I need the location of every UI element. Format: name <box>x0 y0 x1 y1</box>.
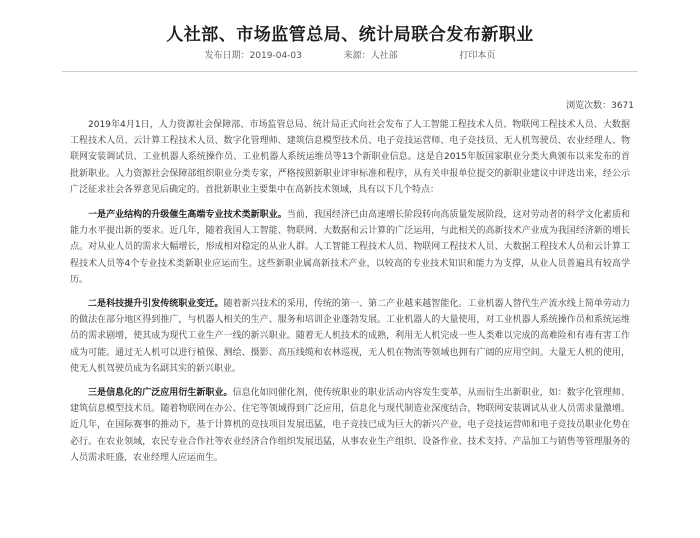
article-meta <box>0 48 700 61</box>
paragraph-text: 随着新兴技术的采用，传统的第一、第二产业越来越智能化。工业机器人替代生产流水线上简单劳动力的做法在部分地区得到推广，与机器人相关的生产、服务和培训企业蓬勃发展。工业机器人的大量使用，对工业机器人系统操作员和系统运维员的需求剧增，使其成为现代工业生产一线的新兴职业。随着无人机技术的成熟，利用无人机完成一些人类难以完成的高难险和有毒有害工作成为可能。通过无人机可以进行植保、测绘、摄影、高压线缆和农林巡视，无人机在物流等领域也拥有广阔的应用空间。大量无人机的使用，使无人机驾驶员成为名副其实的新兴职业。 <box>70 299 630 374</box>
paragraph-point-1 <box>70 207 630 288</box>
view-count <box>566 98 634 111</box>
view-count-label: 浏览次数： <box>566 101 612 111</box>
paragraph-text: 当前，我国经济已由高速增长阶段转向高质量发展阶段，这对劳动者的科学文化素质和能力水平提出新的要求。近几年，随着我国人工智能、物联网、大数据和云计算的广泛运用，与此相关的高新技术产业成为我国经济新的增长点。对从业人员的需求大幅增长，形成相对稳定的从业人群。人工智能工程技术人员、物联网工程技术人员、大数据工程技术人员和云计算工程技术人员等4个专业技术类新职业应运而生。这些新职业属高新技术产业，以较高的专业技术知识和能力为支撑，从业人员普遍具有较高学历。 <box>70 210 630 285</box>
paragraph-text: 2019年4月1日，人力资源社会保障部、市场监管总局、统计局正式向社会发布了人工智能工程技术人员、物联网工程技术人员、大数据工程技术人员、云计算工程技术人员、数字化管理师、建筑信息模型技术员、电子竞技运营师、电子竞技员、无人机驾驶员、农业经理人、物联网安装调试员、工业机器人系统操作员、工业机器人系统运维员等13个新职业信息。这是自2015年版国家职业分类大典颁布以来发布的首批新职业。人力资源社会保障部组织职业分类专家，严格按照新职业评审标准和程序，从有关申报单位提交的新职业建议中评选出来，经公示广泛征求社会各界意见后确定的。首批新职业主要集中在高新技术领域，具有以下几个特点： <box>70 120 630 195</box>
paragraph-lead: 一是产业结构的升级催生高端专业技术类新职业。 <box>88 210 287 221</box>
paragraph-lead: 二是科技提升引发传统职业变迁。 <box>88 299 224 310</box>
view-count-value: 3671 <box>611 101 634 111</box>
paragraph-point-3 <box>70 385 630 466</box>
source-value: 人社部 <box>370 51 398 61</box>
header-divider <box>62 71 638 72</box>
paragraph-point-2 <box>70 296 630 377</box>
article-body <box>70 117 630 474</box>
paragraph-lead: 三是信息化的广泛应用衍生新职业。 <box>88 388 233 399</box>
paragraph-intro <box>70 117 630 198</box>
publish-date: 2019-04-03 <box>249 51 302 61</box>
paragraph-text: 信息化如同催化剂，使传统职业的职业活动内容发生变革，从而衍生出新职业，如：数字化管理师、建筑信息模型技术员。随着物联网在办公、住宅等领域得到广泛应用，信息化与现代制造业深度结合，物联网安装调试从业人员需求量激增。近几年，在国际赛事的推动下，基于计算机的竞技项目发展迅猛，电子竞技已成为巨大的新兴产业，电子竞技运营师和电子竞技员职业化势在必行。在农业领域，农民专业合作社等农业经济合作组织发展迅猛，从事农业生产组织、设备作业、技术支持、产品加工与销售等管理服务的人员需求旺盛，农业经理人应运而生。 <box>70 388 630 463</box>
print-page-link[interactable]: 打印本页 <box>459 51 496 61</box>
source-label: 来源： <box>343 51 371 61</box>
article-title: 人社部、市场监管总局、统计局联合发布新职业 <box>166 25 534 45</box>
publish-date-label: 发布日期： <box>204 51 250 61</box>
